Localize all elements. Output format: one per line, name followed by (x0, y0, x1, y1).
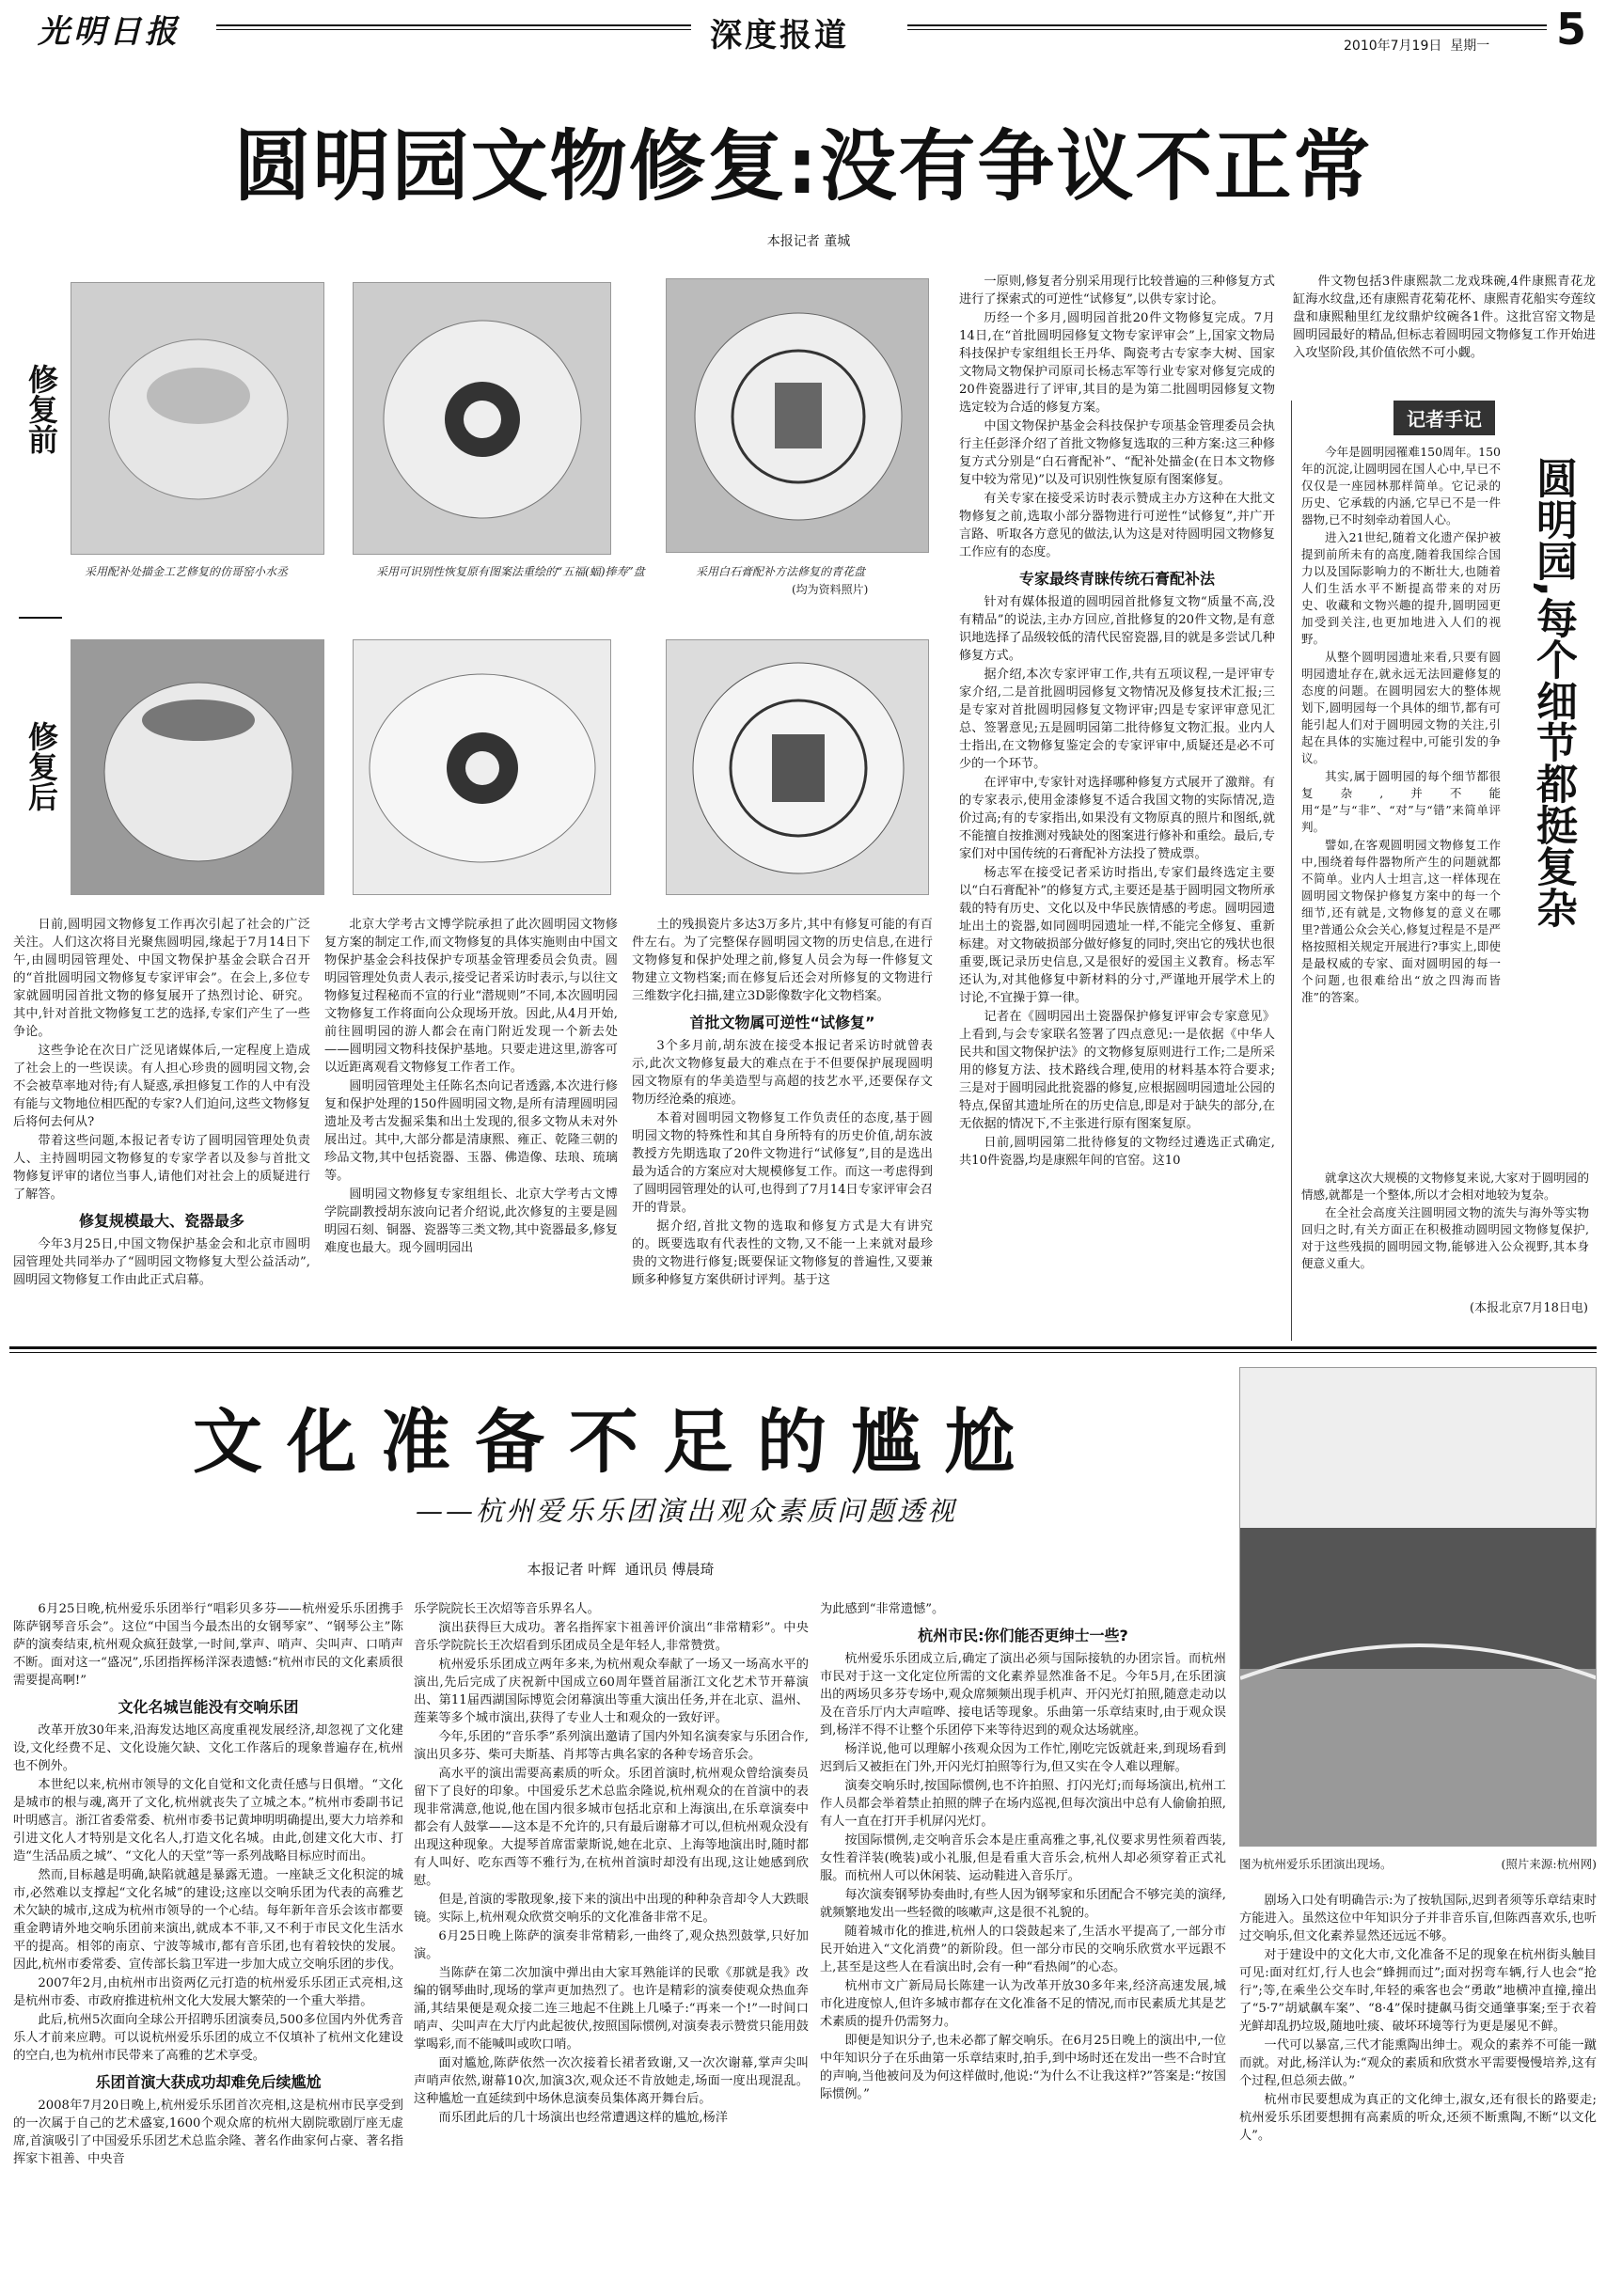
paragraph: 杨洋说,他可以理解小孩观众因为工作忙,刚吃完饭就赶来,到现场看到迟到后又被拒在门外,开闪光灯拍照等行为,但又实在令人难以理解。 (820, 1742, 1226, 1774)
paragraph: 2007年2月,由杭州市出资两亿元打造的杭州爱乐乐团正式亮相,这是杭州市委、市政府推进杭州文化大发展大繁荣的一个重大举措。 (13, 1976, 403, 2008)
paragraph: 一原则,修复者分别采用现行比较普遍的三种修复方式进行了探索式的可逆性“试修复”,以供专家讨论。 (959, 275, 1275, 307)
article1-title: 圆明园文物修复:没有争议不正常 (233, 122, 1373, 212)
caption-blue-plate: 采用白石膏配补方法修复的青花盘 (696, 565, 866, 578)
paragraph: 6月25日晚,杭州爱乐乐团举行“唱彩贝多芬——杭州爱乐乐团携手陈萨钢琴音乐会”。这位“中国当今最杰出的女钢琴家”、“钢琴公主”陈萨的演奏结束,杭州观众疯狂鼓掌,一时间,掌声、哨声、尖叫声、口哨声不断。面对这一“盛况”,乐团指挥杨洋深表遗憾:“杭州市民的文化素质很需要提高啊!” (13, 1602, 403, 1688)
reporter-note (1291, 401, 1596, 1341)
paragraph: 据介绍,本次专家评审工作,共有五项议程,一是评审专家介绍,二是首批圆明园修复文物情况及修复技术汇报;三是专家对首批圆明园修复文物评审;四是专家评审意见汇总、签署意见;五是圆明园第二批待修复文物汇报。业内人士指出,在文物修复鉴定会的专家评审中,质疑还是必不可少的一个环节。 (959, 668, 1275, 771)
note-heading: 记者手记 (1393, 401, 1495, 435)
caption-source: (均为资料照片) (792, 583, 869, 596)
orchestra-caption-text: 图为杭州爱乐乐团演出现场。 (1239, 1857, 1393, 1871)
subhead-gentlemen: 杭州市民:你们能否更绅士一些? (918, 1627, 1128, 1644)
paragraph: 然而,目标越是明确,缺陷就越是暴露无遗。一座缺乏文化积淀的城市,必然难以支撑起“文化名城”的建设;这座以交响乐团为代表的高雅艺术欠缺的城市,这成为杭州市领导的一个心结。每年新年音乐会该市都要重金聘请外地交响乐团前来演出,就成本不菲,又不利于市民文化生活水平的提高。相邻的南京、宁波等城市,都有音乐团,也有着较快的发展。因此,杭州市委常委、宣传部长翁卫军进一步加大成立交响乐团的步伐。 (13, 1868, 403, 1972)
paragraph: 件文物包括3件康熙款二龙戏珠碗,4件康熙青花龙缸海水纹盘,还有康熙青花菊花杯、康熙青花船实夸莲纹盘和康熙釉里红龙纹鼎炉纹碗各1件。这批宫窑文物是圆明园最好的精品,但标志着圆明园文物修复工作开始进入攻坚阶段,其价值依然不可小觑。 (1293, 275, 1596, 360)
paragraph: 有关专家在接受采访时表示赞成主办方这种在大批文物修复之前,选取小部分器物进行可逆性“试修复”,并广开言路、听取各方意见的做法,认为这是对待圆明园文物修复工作应有的态度。 (959, 492, 1275, 559)
article1-column-1 (13, 916, 310, 1339)
paragraph: 为此感到“非常遗憾”。 (820, 1602, 945, 1616)
paragraph: 从整个圆明园遗址来看,只要有圆明园遗址存在,就永远无法回避修复的态度的问题。在圆明园宏大的整体规划下,圆明园每一个具体的细节,都有可能引起人们对于圆明园文物的关注,引起在具体的实施过程中,可能引发的争议。 (1301, 650, 1501, 765)
masthead-rule-right-2 (907, 29, 1547, 30)
paragraph: 改革开放30年来,沿海发达地区高度重视发展经济,却忽视了文化建设,文化经费不足、文化设施欠缺、文化工作落后的现象普遍存在,杭州也不例外。 (13, 1723, 403, 1773)
photo-before-jar (71, 282, 324, 555)
label-after: 修复后 (24, 721, 59, 811)
paragraph: 其实,属于圆明园的每个细节都很复杂,并不能用“是”与“非”、“对”与“错”来简单评判。 (1301, 769, 1501, 834)
paragraph: 就拿这次大规模的文物修复来说,大家对于圆明园的情感,就都是一个整体,所以才会相对地较为复杂。 (1301, 1171, 1589, 1202)
label-divider (19, 617, 62, 619)
paragraph: 3个多月前,胡东波在接受本报记者采访时就曾表示,此次文物修复最大的难点在于不但要保护展现圆明园文物原有的华美造型与高超的技艺水平,还要保存文物历经沧桑的痕迹。 (632, 1039, 933, 1107)
article2-column-4 (1239, 1892, 1597, 2288)
orchestra-photo-credit: (照片来源:杭州网) (1501, 1857, 1597, 1871)
masthead (0, 0, 1606, 53)
paragraph: 圆明园文物修复专家组组长、北京大学考古文博学院副教授胡东波向记者介绍说,此次修复的主要是圆明园石刻、铜器、瓷器等三类文物,其中瓷器最多,修复难度也最大。现今圆明园出 (324, 1187, 618, 1255)
photo-before-blue-plate (666, 278, 929, 553)
paragraph: 杭州爱乐乐团成立后,确定了演出必须与国际接轨的办团宗旨。而杭州市民对于这一文化定位所需的文化素养显然准备不足。今年5月,在乐团演出的两场贝多芬专场中,观众席频频出现手机声、开闪光灯拍照,随意走动以及在音乐厅内大声喧哗、接电话等现象。乐曲第一乐章结束时,由于观众误到,杨洋不得不让整个乐团停下来等待迟到的观众达场就座。 (820, 1652, 1226, 1738)
article2-title: 文化准备不足的尴尬 (193, 1402, 1039, 1483)
paragraph: 本着对圆明园文物修复工作负责任的态度,基于圆明园文物的特殊性和其自身所特有的历史价值,胡东波教授方先期选取了20件文物进行“试修复”,目的是选出最为适合的方案应对大规模修复工作。而这一考虑得到了圆明园管理处的认可,也得到了7月14日专家评审会召开的背景。 (632, 1111, 933, 1215)
paper-logo: 光明日报 (38, 13, 181, 51)
paragraph: 随着城市化的推进,杭州人的口袋鼓起来了,生活水平提高了,一部分市民开始进入“文化消费”的新阶段。但一部分市民的交响乐欣赏水平远跟不上,甚至是这些人在看演出时,会有一种“看热闹”的心态。 (820, 1925, 1226, 1974)
paragraph: 今年是圆明园罹难150周年。150年的沉淀,让圆明园在国人心中,早已不仅仅是一座园林那样简单。它记录的历史、它承载的内涵,它早已不是一件器物,已不时刻牵动着国人心。 (1301, 445, 1501, 527)
paragraph: 圆明园管理处主任陈名杰向记者透露,本次进行修复和保护处理的150件圆明园文物,是所有清理圆明园遗址及考古发掘采集和出土发现的,很多文物从未对外展出过。其中,大部分都是清康熙、雍正、乾隆三朝的珍品文物,其中包括瓷器、玉器、佛造像、珐琅、琉璃等。 (324, 1079, 618, 1183)
label-before: 修复前 (24, 364, 59, 454)
paragraph: 乐学院院长王次炤等音乐界名人。 (414, 1602, 600, 1616)
caption-jar: 采用配补处描金工艺修复的仿哥窑小水丞 (85, 565, 289, 578)
paragraph: 此后,杭州5次面向全球公开招聘乐团演奏员,500多位国内外优秀音乐人才前来应聘。可以说杭州爱乐乐团的成立不仅填补了杭州文化建设的空白,也为杭州市民带来了高雅的艺术享受。 (13, 2013, 403, 2063)
paragraph: 按国际惯例,走交响音乐会本是庄重高雅之事,礼仪要求男性须着西装,女性着洋装(晚装)或小礼服,但是看重大音乐会,杭州人却必须穿着正式礼服。而杭州人可以休闲装、运动鞋进入音乐厅。 (820, 1833, 1226, 1883)
note-title: 圆明园,每个细节都挺复杂 (1529, 457, 1577, 928)
photo-after-bat-plate (353, 639, 611, 895)
article1-column-4 (959, 273, 1275, 1339)
paragraph: 当陈萨在第二次加演中弹出由大家耳熟能详的民歌《那就是我》改编的钢琴曲时,现场的掌声更加热烈了。也许是精彩的演奏使观众热血奔涌,其结果便是观众接二连三地起不住跳上几嗓子:“再来一个!”一时间口哨声、尖叫声在大厅内此起彼伏,按照国际惯例,对演奏表示赞赏只能用鼓掌喝彩,而不能喊叫或吹口哨。 (414, 1966, 809, 2052)
paragraph: 演出获得巨大成功。著名指挥家卞祖善评价演出“非常精彩”。中央音乐学院院长王次炤看到乐团成员全是年轻人,非常赞赏。 (414, 1621, 809, 1653)
paragraph: 北京大学考古文博学院承担了此次圆明园文物修复方案的制定工作,而文物修复的具体实施则由中国文物保护基金会科技保护专项基金管理委员会负责。圆明园管理处负责人表示,接受记者采访时表示,与以往文物修复过程秘而不宣的行业“潜规则”不同,本次圆明园文物修复工作将面向公众现场开放。因此,从4月开始,前往圆明园的游人都会在南门附近发现一个新去处——圆明园文物科技保护基地。只要走进这里,游客可以近距离观看文物修复工作者工作。 (324, 918, 618, 1075)
paragraph: 演奏交响乐时,按国际惯例,也不许拍照、打闪光灯;而每场演出,杭州工作人员都会举着禁止拍照的牌子在场内巡视,但每次演出中总有人偷偷拍照,有人一直在打开手机屏闪光灯。 (820, 1779, 1226, 1829)
paragraph: 杭州市文广新局局长陈建一认为改革开放30多年来,经济高速发展,城市化进度惊人,但许多城市都存在文化准备不足的情况,而市民素质尤其是艺术素质的提升仍需努力。 (820, 1979, 1226, 2029)
paragraph: 剧场入口处有明确告示:为了按轨国际,迟到者须等乐章结束时方能进入。虽然这位中年知识分子并非音乐盲,但陈西喜欢乐,也听过交响乐,但文化素养显然还远远不够。 (1239, 1894, 1597, 1943)
subhead-premiere: 乐团首演大获成功却难免后续尴尬 (95, 2073, 322, 2091)
article1-column-3 (632, 916, 933, 1339)
orchestra-caption (1239, 1856, 1597, 1872)
paragraph: 而乐团此后的几十场演出也经常遭遇这样的尴尬,杨洋 (438, 2111, 728, 2125)
paragraph: 对于建设中的文化大市,文化准备不足的现象在杭州街头触目可见:面对红灯,行人也会“蜂拥而过”;面对拐弯车辆,行人也会“抢行”;等,在乘坐公交车时,年轻的乘客也会“勇敢”地横冲直撞,撞出了“5·7”胡斌飙车案”、“8·4”保时捷飙马街交通肇事案;至于衣着光鲜却乱扔垃圾,随地吐痰、破坏环境等行为更是屡见不鲜。 (1239, 1948, 1597, 2034)
paragraph: 高水平的演出需要高素质的听众。乐团首演时,杭州观众曾给演奏员留下了良好的印象。中国爱乐艺术总监余隆说,杭州观众的在首演中的表现非常满意,他说,他在国内很多城市包括北京和上海演出,在乐章演奏中都会有人鼓掌——这本是不允许的,只有最后谢幕才可以,但杭州观众没有出现这种现象。大提琴首席雷蒙斯说,她在北京、上海等地演出时,随时都有人叫好、吃东西等不雅行为,在杭州首演时却没有出现,这让她感到欣慰。 (414, 1767, 809, 1888)
paragraph: 土的残损瓷片多达3万多片,其中有修复可能的有百件左右。为了完整保存圆明园文物的历史信息,在进行文物修复和保护处理之前,修复人员会为每一件修复文物建立文物档案;而在修复后还会对所修复的文物进行三维数字化扫描,建立3D影像数字化文物档案。 (632, 918, 933, 1003)
masthead-rule-left (216, 24, 691, 26)
note-sign: (本报北京7月18日电) (1470, 1301, 1588, 1315)
article2-column-2 (414, 1600, 809, 2288)
paragraph: 在全社会高度关注圆明园文物的流失与海外等实物回归之时,有关方面正在积极推动圆明园文物修复保护,对于这些残损的圆明园文物,能够进入公众视野,其本身便意义重大。 (1301, 1205, 1589, 1270)
paragraph: 针对有媒体报道的圆明园首批修复文物“质量不高,没有精品”的说法,主办方回应,首批修复的20件文物,是有意识地选择了品级较低的清代民窑瓷器,目的就是多尝试几种修复方式。 (959, 595, 1275, 663)
paragraph: 本世纪以来,杭州市领导的文化自觉和文化责任感与日俱增。“文化是城市的根与魂,离开了文化,杭州就丧失了立城之本。”杭州市委副书记叶明感言。浙江省委常委、杭州市委书记黄坤明明确提出,要大力培养和引进文化人才特别是文化名人,打造文化名城。由此,创建文化大市、打造“生活品质之城”、“文化人的天堂”等一系列战略目标应时而出。 (13, 1778, 403, 1864)
photo-after-blue-plate (666, 639, 929, 895)
note-body-upper (1301, 444, 1501, 1168)
article-divider-2 (9, 1352, 1597, 1353)
paragraph: 2008年7月20日晚上,杭州爱乐乐团首次亮相,这是杭州市民享受到的一次属于自己的艺术盛宴,1600个观众席的杭州大剧院歌剧厅座无虚席,首演吸引了中国爱乐乐团艺术总监余隆、著名作曲家何占豪、著名指挥家卞祖善、中央音 (13, 2099, 403, 2166)
paragraph: 即便是知识分子,也未必都了解交响乐。在6月25日晚上的演出中,一位中年知识分子在乐曲第一乐章结束时,拍手,到中场时还在发出一些不合时宜的声响,当他被问及为何这样做时,他说:“为什么不让我这样?”答案是:“按国际惯例。” (820, 2034, 1226, 2101)
paragraph: 中国文物保护基金会科技保护专项基金管理委员会执行主任彭泽介绍了首批文物修复选取的三种方案:这三种修复方式分别是“白石膏配补”、“配补处描金(在日本文物修复中较为常见)”以及可识别性恢复原有图案修复。 (959, 419, 1275, 487)
article2-column-1 (13, 1600, 403, 2288)
paragraph: 杭州市民要想成为真正的文化绅士,淑女,还有很长的路要走;杭州爱乐乐团要想拥有高素质的听众,还须不断熏陶,不断“以文化人”。 (1239, 2093, 1597, 2143)
article2-subtitle: ——杭州爱乐乐团演出观众素质问题透视 (415, 1495, 957, 1527)
article-divider (9, 1346, 1597, 1349)
paragraph: 杨志军在接受记者采访时指出,专家们最终选定主要以“白石膏配补”的修复方式,主要还是基于圆明园文物所承载的特有历史、文化以及中华民族情感的考虑。圆明园遗址出土的瓷器,如同圆明园遗址一样,不能完全修复、重新标建。对文物破损部分做好修复的同时,突出它的残状也很重要,既记录历史信息,又是很好的爱国主义教育。杨志军还认为,对其他修复中新材料的分寸,严谨地开展学术上的讨论,不宜操于算一律。 (959, 866, 1275, 1005)
page-number: 5 (1556, 4, 1587, 55)
paragraph: 在评审中,专家针对选择哪种修复方式展开了激辩。有的专家表示,使用金漆修复不适合我国文物的实际情况,造价过高;有的专家指出,如果没有文物原真的照片和图纸,就不能擅自按推测对残缺处的图案进行修补和重绘。最后,专家们对中国传统的石膏配补方法投了赞成票。 (959, 776, 1275, 861)
paragraph: 今年3月25日,中国文物保护基金会和北京市圆明园管理处共同举办了“圆明园文物修复大型公益活动”,圆明园文物修复工作由此正式启幕。 (13, 1237, 310, 1287)
date-text: 2010年7月19日 (1344, 39, 1442, 54)
article1-byline: 本报记者 董城 (766, 234, 851, 249)
article1-column-5 (1293, 273, 1596, 404)
photo-after-jar (71, 639, 324, 895)
paragraph: 日前,圆明园文物修复工作再次引起了社会的广泛关注。人们这次将目光聚焦圆明园,缘起于7月14日下午,由圆明园管理处、中国文物保护基金会联合召开的“首批圆明园文物修复专家评审会”。在会上,多位专家就圆明园首批文物的修复展开了热烈讨论、研究。其中,针对首批文物修复工艺的选择,专家们产生了一些争论。 (13, 918, 310, 1039)
caption-bat-plate: 采用可识别性恢复原有图案法重绘的“五福(蝠)捧寿”盘 (376, 565, 645, 578)
paragraph: 6月25日晚上陈萨的演奏非常精彩,一曲终了,观众热烈鼓掌,只好加演。 (414, 1929, 809, 1961)
paragraph: 这些争论在次日广泛见诸媒体后,一定程度上造成了社会上的一些误读。有人担心珍贵的圆明园文物,会不会被草率地对待;有人疑惑,承担修复工作的人中有没有能与文物地位相匹配的专家?人们迫问,这些文物修复后将何去何从? (13, 1044, 310, 1129)
paragraph: 但是,首演的零散现象,接下来的演出中出现的种种杂音却令人大跌眼镜。实际上,杭州观众欣赏交响乐的文化准备非常不足。 (414, 1893, 809, 1925)
orchestra-photo (1239, 1367, 1597, 1847)
paragraph: 历经一个多月,圆明园首批20件文物修复完成。7月14日,在“首批圆明园修复文物专家评审会”上,国家文物局科技保护专家组组长王丹华、陶瓷考古专家李大树、国家文物局文物保护司原司长杨志军等行业专家对修复完成的20件瓷器进行了评审,其目的是为第二批圆明园修复文物选定较为合适的修复方案。 (959, 311, 1275, 415)
paragraph: 今年,乐团的“音乐季”系列演出邀请了国内外知名演奏家与乐团合作,演出贝多芬、柴可夫斯基、肖邦等古典名家的各种专场音乐会。 (414, 1730, 809, 1762)
issue-date (1340, 36, 1493, 55)
photo-before-bat-plate (353, 282, 611, 555)
masthead-rule-left-2 (216, 29, 691, 30)
masthead-rule-right (907, 24, 1547, 26)
paragraph: 进入21世纪,随着文化遗产保护被提到前所未有的高度,随着我国综合国力以及国际影响力的不断壮大,也随着人们生活水平不断提高带来的对历史、收藏和文物兴趣的提升,圆明园更加受到关注,也更加地进入人们的视野。 (1301, 530, 1501, 646)
section-title: 深度报道 (710, 17, 849, 55)
paragraph: 面对尴尬,陈萨依然一次次接着长裙者致谢,又一次次谢幕,掌声尖叫声哨声依然,谢幕10次,加演3次,观众还不肯放她走,场面一度出现混乱。这种尴尬一直延续到中场休息演奏员集体离开舞台后。 (414, 2056, 809, 2106)
subhead-plaster: 专家最终青睐传统石膏配补法 (1018, 570, 1215, 588)
paragraph: 譬如,在客观圆明园文物修复工作中,围绕着每件器物所产生的问题就都不简单。业内人士坦言,这一样体现在圆明园文物保护修复方案中的每一个细节,还有就是,文物修复的意义在哪里?普通公众会关心,修复过程是不是严格按照相关规定开展进行?事实上,即使是最权威的专家、面对圆明园的每一个问题,也很难给出“放之四海而皆准”的答案。 (1301, 838, 1501, 1004)
article1-column-2 (324, 916, 618, 1339)
paragraph: 记者在《圆明园出土瓷器保护修复评审会专家意见》上看到,与会专家联名签署了四点意见:一是依据《中华人民共和国文物保护法》的文物修复原则进行工作;二是所采用的修复方法、技术路线合理,使用的材料基本符合要求;三是对于圆明园此批瓷器的修复,应根据圆明园遗址公园的特点,保留其遗址所在的历史信息,即是对于缺失的部分,在无依据的情况下,不主张进行原有图案复原。 (959, 1010, 1275, 1131)
article2-column-3 (820, 1600, 1226, 2288)
paragraph: 杭州爱乐乐团成立两年多来,为杭州观众奉献了一场又一场高水平的演出,先后完成了庆祝新中国成立60周年暨首届浙江文化艺术节开幕演出、第11届西湖国际博览会闭幕演出等重大演出任务,并在北京、温州、莲莱等多个城市演出,获得了专业人士和观众的一致好评。 (414, 1658, 809, 1725)
paragraph: 每次演奏钢琴协奏曲时,有些人因为钢琴家和乐团配合不够完美的演绎,就频繁地发出一些轻微的咳嗽声,这是很不礼貌的。 (820, 1888, 1226, 1920)
subhead-culture-city: 文化名城岂能没有交响乐团 (118, 1698, 299, 1716)
article2-byline: 本报记者 叶辉 通讯员 傅晨琦 (527, 1561, 715, 1578)
paragraph: 带着这些问题,本报记者专访了圆明园管理处负责人、主持圆明园文物修复的专家学者以及参与首批文物修复评审的诸位当事人,请他们对社会上的质疑进行了解答。 (13, 1134, 310, 1202)
note-body-lower (1301, 1170, 1589, 1311)
weekday-text: 星期一 (1450, 39, 1490, 54)
subhead-reversible: 首批文物属可逆性“试修复” (689, 1014, 875, 1031)
paragraph: 一代可以暴富,三代才能熏陶出绅士。观众的素养不可能一蹴而就。对此,杨洋认为:“观众的素质和欣赏水平需要慢慢培养,这有个过程,但总须去做。” (1239, 2038, 1597, 2088)
paragraph: 据介绍,首批文物的选取和修复方式是大有讲究的。既要选取有代表性的文物,又不能一上来就对最珍贵的文物进行修复;既要保证文物修复的普遍性,又要兼顾多种修复方案供研讨评判。基于这 (632, 1219, 933, 1287)
subhead-scale: 修复规模最大、瓷器最多 (78, 1212, 244, 1230)
paragraph: 日前,圆明园第二批待修复的文物经过遴选正式确定,共10件瓷器,均是康熙年间的官窑。这10 (959, 1136, 1275, 1168)
